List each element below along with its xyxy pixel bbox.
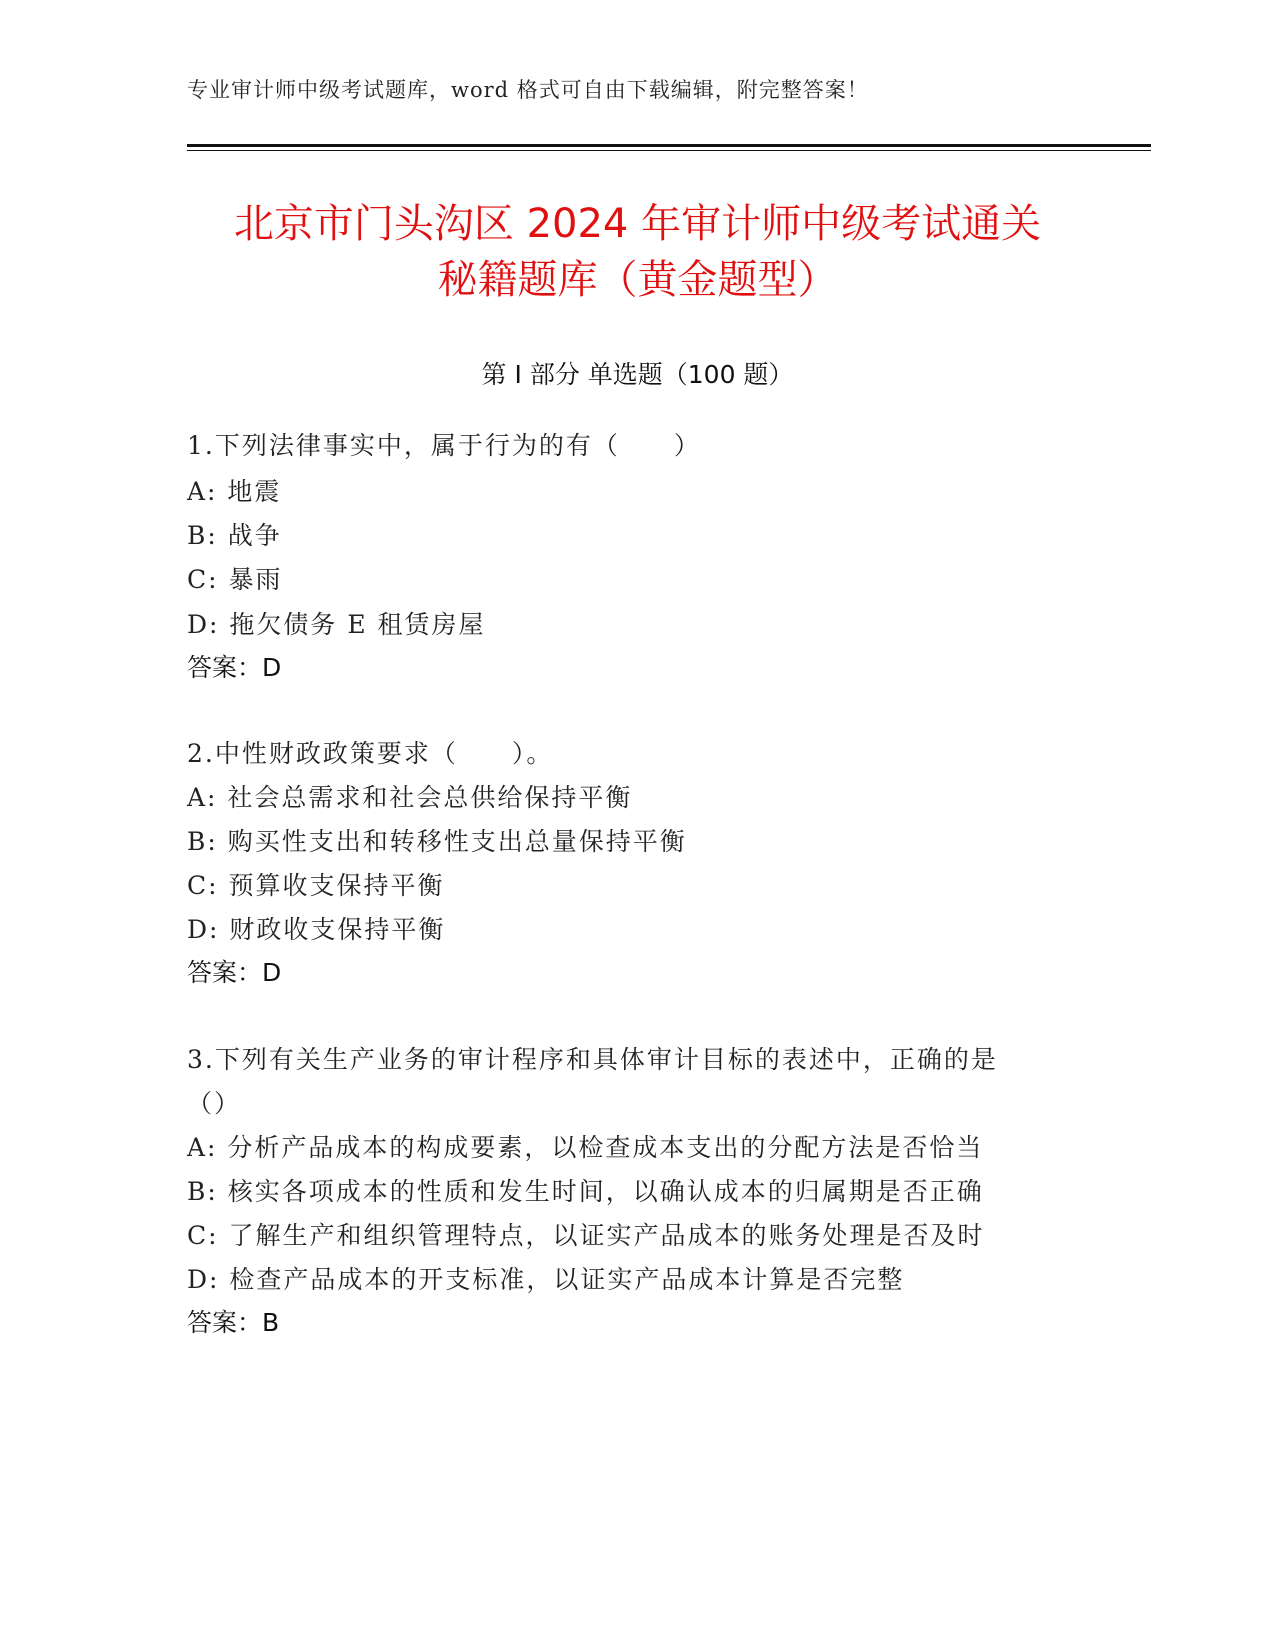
question-3-option-d: D: 检查产品成本的开支标准，以证实产品成本计算是否完整: [187, 1265, 905, 1294]
question-2-option-c: C: 预算收支保持平衡: [187, 871, 445, 900]
question-3-option-c: C: 了解生产和组织管理特点，以证实产品成本的账务处理是否及时: [187, 1221, 985, 1250]
header-rule-thin: [187, 150, 1151, 151]
question-2-text: 2.中性财政政策要求（ ）。: [187, 739, 554, 768]
document-title: [120, 196, 1155, 308]
question-2-option-b: B: 购买性支出和转移性支出总量保持平衡: [187, 827, 687, 856]
question-1-option-d: D: 拖欠债务 E 租赁房屋: [187, 610, 486, 639]
title-line-2: 秘籍题库（黄金题型）: [437, 257, 838, 303]
question-3-text: 3.下列有关生产业务的审计程序和具体审计目标的表述中，正确的是: [187, 1045, 998, 1074]
header-rule-thick: [187, 144, 1151, 147]
question-1-option-b: B: 战争: [187, 521, 282, 550]
question-2-option-a: A: 社会总需求和社会总供给保持平衡: [187, 783, 633, 812]
question-3-option-b: B: 核实各项成本的性质和发生时间，以确认成本的归属期是否正确: [187, 1177, 984, 1206]
question-1-option-c: C: 暴雨: [187, 565, 283, 594]
question-2-option-d: D: 财政收支保持平衡: [187, 915, 446, 944]
section-title: 第 I 部分 单选题（100 题）: [481, 360, 794, 389]
question-3-answer: 答案：B: [187, 1308, 280, 1337]
question-1-option-a: A: 地震: [187, 477, 282, 506]
header-note: 专业审计师中级考试题库，word 格式可自由下载编辑，附完整答案！: [187, 78, 869, 102]
title-line-1: 北京市门头沟区 2024 年审计师中级考试通关: [233, 201, 1042, 247]
question-1-answer: 答案：D: [187, 653, 282, 682]
question-2-answer: 答案：D: [187, 958, 282, 987]
question-3-option-a: A: 分析产品成本的构成要素，以检查成本支出的分配方法是否恰当: [187, 1133, 984, 1162]
question-3-text-cont: （）: [187, 1089, 242, 1118]
question-1-text: 1.下列法律事实中，属于行为的有（ ）: [187, 431, 701, 460]
